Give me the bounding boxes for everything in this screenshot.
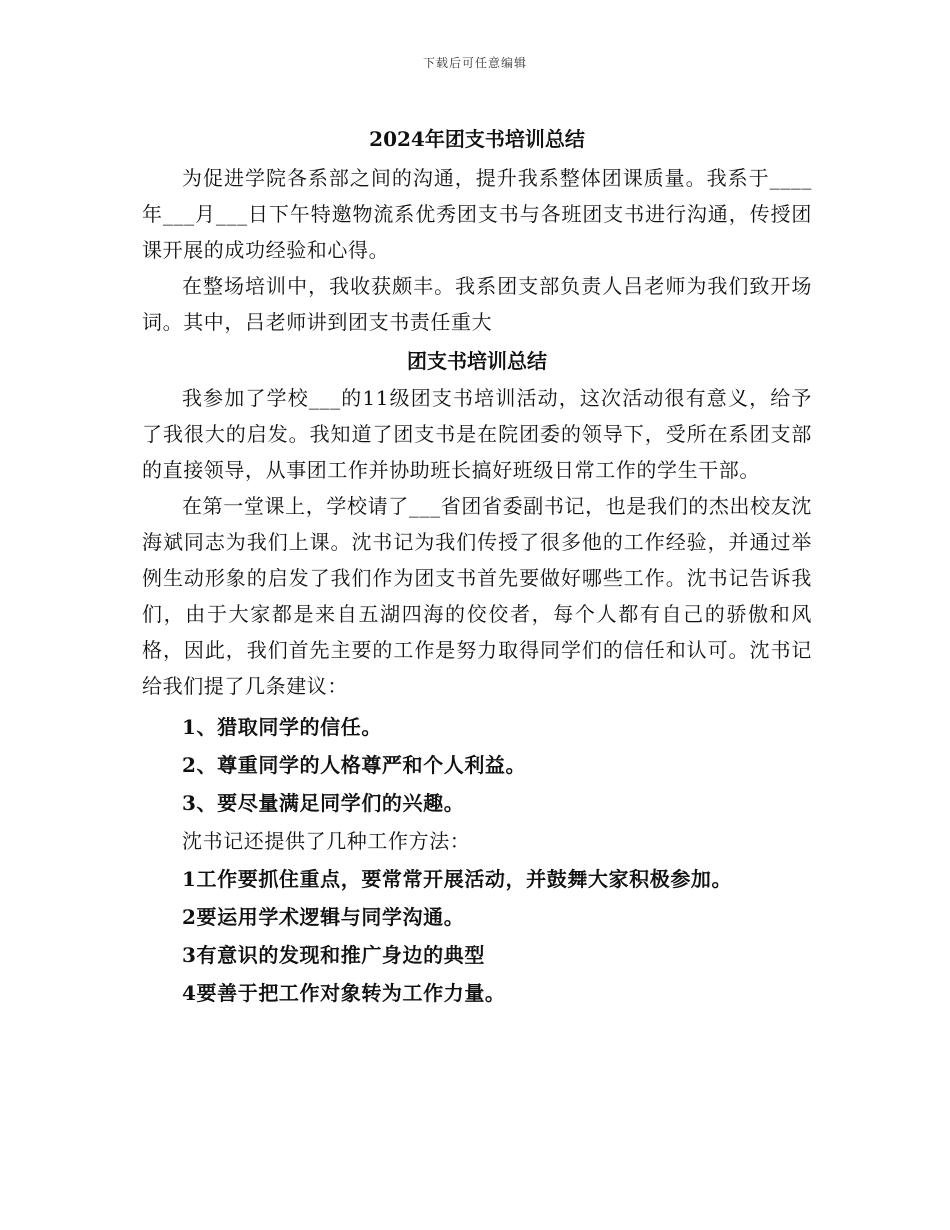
suggestion-item: 2、尊重同学的人格尊严和个人利益。 [182,753,527,777]
paragraph-intro: 为促进学院各系部之间的沟通，提升我系整体团课质量。我系于____年___月___日下午特邀物流系优秀团支书与各班团支书进行沟通，传授团课开展的成功经验和心得。 [142,166,812,262]
method-item: 4要善于把工作对象转为工作力量。 [182,981,506,1005]
methods-intro: 沈书记还提供了几种工作方法： [182,829,471,853]
paragraph-training: 在整场培训中，我收获颇丰。我系团支部负责人吕老师为我们致开场词。其中，吕老师讲到团支书责任重大 [142,274,812,334]
paragraph-first-lesson: 在第一堂课上，学校请了___省团省委副书记，也是我们的杰出校友沈海斌同志为我们上课。沈书记为我们传授了很多他的工作经验，并通过举例生动形象的启发了我们作为团支书首先要做好哪些工作。沈书记告诉我们，由于大家都是来自五湖四海的佼佼者，每个人都有自己的骄傲和风格，因此，我们首先主要的工作是努力取得同学们的信任和认可。沈书记给我们提了几条建议： [142,494,812,698]
document-body [142,122,812,1012]
method-item: 2要运用学术逻辑与同学沟通。 [182,905,465,929]
suggestion-item: 3、要尽量满足同学们的兴趣。 [182,791,465,815]
paragraph-participation: 我参加了学校___的11级团支书培训活动，这次活动很有意义，给予了我很大的启发。我知道了团支书是在院团委的领导下，受所在系团支部的直接领导，从事团工作并协助班长搞好班级日常工作的学生干部。 [142,386,812,482]
section-title: 团支书培训总结 [407,349,547,373]
method-item: 1工作要抓住重点，要常常开展活动，并鼓舞大家积极参加。 [182,867,733,891]
header-note: 下载后可任意编辑 [422,56,527,70]
document-title: 2024年团支书培训总结 [369,127,585,151]
method-item: 3有意识的发现和推广身边的典型 [182,943,485,967]
suggestion-item: 1、猎取同学的信任。 [182,715,382,739]
